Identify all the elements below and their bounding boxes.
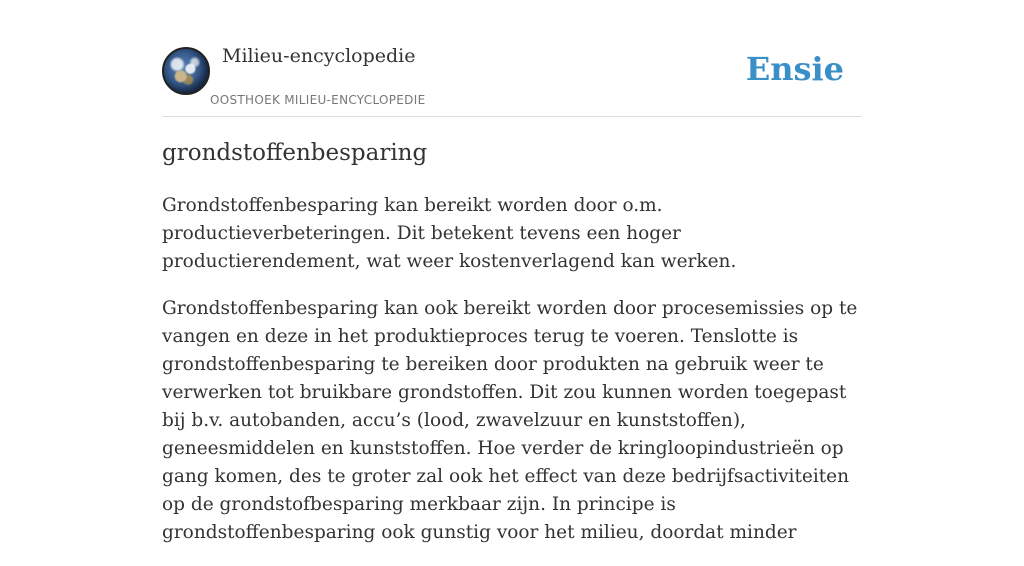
article-body [162, 192, 866, 566]
earth-globe-icon[interactable] [162, 47, 210, 95]
article-paragraph: Grondstoffenbesparing kan ook bereikt worden door procesemissies op te vangen en deze in het produktieproces terug te voeren. Tenslotte is grondstoffenbesparing te bereiken door produkten na gebruik weer te verwerken tot bruikbare grondstoffen. Dit zou kunnen worden toegepast bij b.v. autobanden, accu’s (lood, zwavelzuur en kunststoffen), geneesmiddelen en kunststoffen. Hoe verder de kringloopindustrieën op gang komen, des te groter zal ook het effect van deze bedrijfsactiviteiten op de grondstofbesparing merkbaar zijn. In principe is grondstoffenbesparing ook gunstig voor het milieu, doordat minder [162, 298, 858, 543]
article-paragraph: Grondstoffenbesparing kan bereikt worden door o.m. productieverbeteringen. Dit betekent tevens een hoger productierendement, wat weer kostenverlagend kan werken. [162, 195, 737, 272]
site-header [162, 40, 862, 117]
site-subtitle[interactable]: OOSTHOEK MILIEU-ENCYCLOPEDIE [210, 93, 426, 107]
brand-logo[interactable]: Ensie [745, 50, 844, 88]
site-name[interactable]: Milieu-encyclopedie [222, 45, 416, 67]
page-title: grondstoffenbesparing [162, 140, 428, 166]
